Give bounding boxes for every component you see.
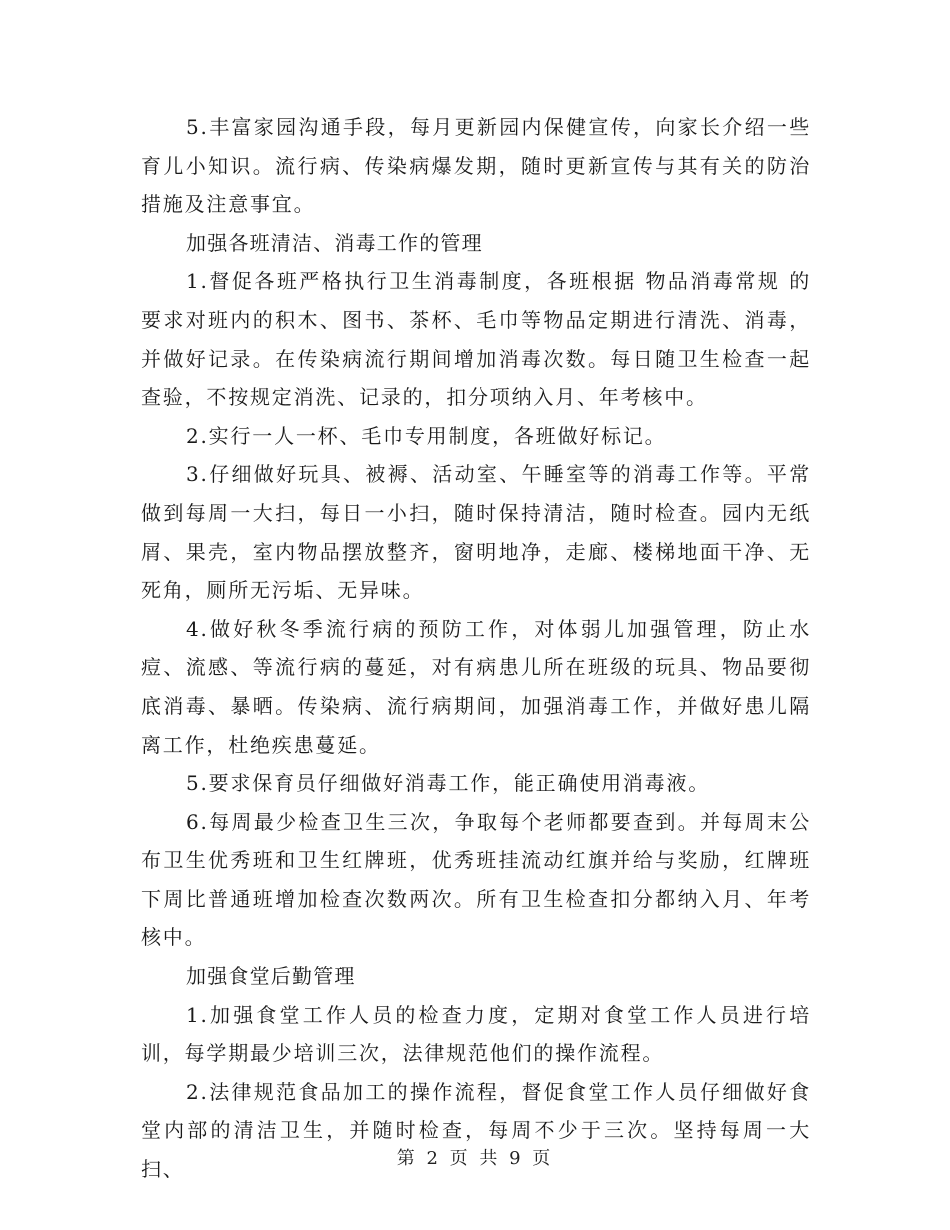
paragraph-item-5-communication: 5.丰富家园沟通手段，每月更新园内保健宣传，向家长介绍一些育儿小知识。流行病、传染病爆发期，随时更新宣传与其有关的防治措施及注意事宜。 [141, 115, 811, 217]
paragraph-item-3-toys-bedding: 3.仔细做好玩具、被褥、活动室、午睡室等的消毒工作等。平常做到每周一大扫，每日一小扫，随时保持清洁，随时检查。园内无纸屑、果壳，室内物品摆放整齐，窗明地净，走廊、楼梯地面干净、无死角，厕所无污垢、无异味。 [141, 462, 811, 603]
paragraph-item-1-disinfection-system: 1.督促各班严格执行卫生消毒制度，各班根据 物品消毒常规 的要求对班内的积木、图书、茶杯、毛巾等物品定期进行清洗、消毒，并做好记录。在传染病流行期间增加消毒次数。每日随卫生检查一起查验，不按规定消洗、记录的，扣分项纳入月、年考核中。 [141, 269, 811, 410]
paragraph-item-2-food-processing: 2.法律规范食品加工的操作流程，督促食堂工作人员仔细做好食堂内部的清洁卫生，并随时检查，每周不少于三次。坚持每周一大扫、 [141, 1079, 811, 1182]
paragraph-item-6-weekly-inspection: 6.每周最少检查卫生三次，争取每个老师都要查到。并每周末公布卫生优秀班和卫生红牌班，优秀班挂流动红旗并给与奖励，红牌班下周比普通班增加检查次数两次。所有卫生检查扣分都纳入月、年考核中。 [141, 809, 811, 950]
paragraph-item-2-one-cup-rule: 2.实行一人一杯、毛巾专用制度，各班做好标记。 [186, 423, 667, 448]
section-heading-canteen-logistics: 加强食堂后勤管理 [186, 964, 356, 989]
paragraph-item-1-canteen-staff-training: 1.加强食堂工作人员的检查力度，定期对食堂工作人员进行培训，每学期最少培训三次，法律规范他们的操作流程。 [141, 1002, 811, 1066]
paragraph-item-4-epidemic-prevention: 4.做好秋冬季流行病的预防工作，对体弱儿加强管理，防止水痘、流感、等流行病的蔓延，对有病患儿所在班级的玩具、物品要彻底消毒、暴晒。传染病、流行病期间，加强消毒工作，并做好患儿隔离工作，杜绝疾患蔓延。 [141, 616, 811, 757]
page-number-footer: 第 2 页 共 9 页 [396, 1148, 554, 1169]
document-body [141, 108, 811, 1189]
section-heading-cleaning-disinfection: 加强各班清洁、消毒工作的管理 [186, 230, 483, 255]
paragraph-item-5-caregiver-disinfection: 5.要求保育员仔细做好消毒工作，能正确使用消毒液。 [186, 771, 711, 796]
